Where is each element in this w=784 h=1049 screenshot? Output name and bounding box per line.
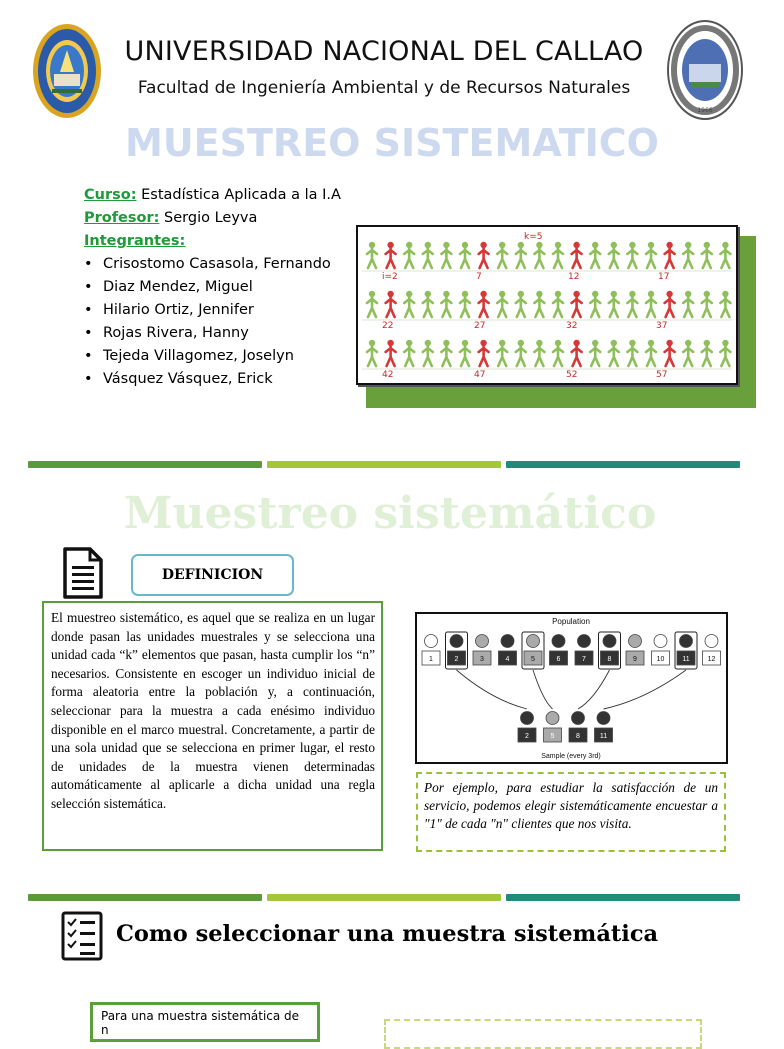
university-name: UNIVERSIDAD NACIONAL DEL CALLAO (124, 36, 644, 67)
selected-person-icon (572, 242, 582, 268)
selection-arrow (457, 670, 528, 709)
definition-label: DEFINICION (131, 554, 294, 596)
selected-person-icon (479, 340, 489, 366)
member-item: • Vásquez Vásquez, Erick (84, 371, 273, 387)
selected-person-icon (386, 291, 396, 317)
member-item: • Hilario Ortiz, Jennifer (84, 302, 254, 318)
selected-person-icon (386, 242, 396, 268)
row-label: 47 (474, 370, 486, 380)
professor-label: Profesor: (84, 210, 160, 226)
row-label: 52 (566, 370, 578, 380)
divider-teal (506, 461, 740, 468)
member-item: • Rojas Rivera, Hanny (84, 325, 249, 341)
person-icon (720, 291, 730, 317)
svg-text:4: 4 (505, 656, 510, 663)
person-icon (497, 340, 507, 366)
person-icon (367, 291, 377, 317)
person-icon (627, 291, 637, 317)
svg-text:10: 10 (656, 656, 665, 663)
svg-text:11: 11 (599, 733, 608, 740)
svg-text:1: 1 (429, 656, 433, 663)
svg-text:2: 2 (454, 656, 459, 663)
population-member-selected (599, 632, 621, 669)
person-icon (423, 340, 433, 366)
row-label: 27 (474, 321, 486, 331)
row-label: 37 (656, 321, 668, 331)
row-label: 7 (476, 272, 482, 282)
person-icon (516, 291, 526, 317)
systematic-people-figure (356, 225, 738, 385)
person-icon (646, 340, 656, 366)
person-icon (590, 291, 600, 317)
svg-text:5: 5 (550, 733, 555, 740)
person-icon (646, 291, 656, 317)
member-item: • Crisostomo Casasola, Fernando (84, 256, 331, 272)
definition-text: El muestreo sistemático, es aquel que se realiza en un lugar donde pasan las unidades muestrales y se selecciona una unidad cada “k” elementos que pasan, hasta cumplir los “n” necesarios. Consistente en escoger un individuo inicial de forma aleatoria entre la población y, a continuación, seleccionar para la muestra a cada enésimo individuo disponible en el marco muestral. Concretamente, a partir de una sola unidad que se selecciona en primer lugar, el resto de unidades de la muestra vienen determinadas automáticamente al aplicarle a dicha unidad una regla selección sistemática. (42, 601, 383, 851)
person-icon (609, 242, 619, 268)
population-member-selected (522, 632, 544, 669)
professor-line (84, 210, 257, 226)
selected-person-icon (572, 340, 582, 366)
row-label: 57 (656, 370, 668, 380)
sample-member (595, 712, 613, 743)
row-label: 32 (566, 321, 578, 331)
person-icon (367, 242, 377, 268)
population-member-selected (446, 632, 468, 669)
selected-person-icon (665, 291, 675, 317)
example-text: Por ejemplo, para estudiar la satisfacción de un servicio, podemos elegir sistemáticamente encuestar a "1" de cada "n" clientes que nos visita. (416, 772, 726, 852)
section-title: Muestreo sistemático (123, 488, 657, 539)
person-icon (534, 242, 544, 268)
person-icon (404, 291, 414, 317)
person-icon (534, 291, 544, 317)
how-to-title: Como seleccionar una muestra sistemática (116, 921, 659, 947)
svg-text:9: 9 (633, 656, 637, 663)
person-icon (441, 242, 451, 268)
row-label: 22 (382, 321, 394, 331)
population-member-selected (675, 632, 697, 669)
sample-member (518, 712, 536, 743)
population-member (652, 635, 670, 666)
divider-green (28, 461, 262, 468)
person-icon (423, 242, 433, 268)
person-icon (590, 340, 600, 366)
svg-text:1966: 1966 (697, 107, 713, 114)
sample-member (569, 712, 587, 743)
person-icon (702, 291, 712, 317)
start-label: i=2 (382, 272, 398, 282)
person-icon (627, 340, 637, 366)
divider-teal (506, 894, 740, 901)
population-diagram (415, 612, 728, 764)
person-icon (683, 340, 693, 366)
person-icon (590, 242, 600, 268)
selected-person-icon (665, 340, 675, 366)
person-icon (609, 291, 619, 317)
person-icon (720, 242, 730, 268)
checklist-icon (61, 911, 103, 966)
person-icon (553, 340, 563, 366)
person-icon (534, 340, 544, 366)
person-icon (702, 242, 712, 268)
svg-text:12: 12 (707, 656, 716, 663)
person-icon (404, 242, 414, 268)
row-label: 17 (658, 272, 670, 282)
svg-text:8: 8 (576, 733, 580, 740)
person-icon (516, 242, 526, 268)
person-icon (460, 242, 470, 268)
person-icon (720, 340, 730, 366)
person-icon (497, 291, 507, 317)
course-value: Estadística Aplicada a la I.A (136, 187, 341, 203)
person-icon (367, 340, 377, 366)
population-member (575, 635, 593, 666)
divider-green (28, 894, 262, 901)
selected-person-icon (479, 242, 489, 268)
svg-text:5: 5 (531, 656, 535, 663)
person-icon (441, 340, 451, 366)
person-icon (702, 340, 712, 366)
divider-lime (267, 894, 501, 901)
person-icon (516, 340, 526, 366)
selection-arrow (533, 670, 553, 709)
faculty-name: Facultad de Ingeniería Ambiental y de Recursos Naturales (137, 78, 631, 98)
main-title: MUESTREO SISTEMATICO (125, 121, 659, 165)
person-icon (553, 242, 563, 268)
person-icon (460, 291, 470, 317)
person-icon (683, 242, 693, 268)
divider-lime (267, 461, 501, 468)
person-icon (646, 242, 656, 268)
row-label: 12 (568, 272, 580, 282)
person-icon (553, 291, 563, 317)
selected-person-icon (572, 291, 582, 317)
population-title: Population (552, 617, 590, 626)
person-icon (460, 340, 470, 366)
population-member (626, 635, 644, 666)
document-icon (62, 546, 104, 605)
course-label: Curso: (84, 187, 137, 203)
selected-person-icon (386, 340, 396, 366)
person-icon (609, 340, 619, 366)
selected-person-icon (665, 242, 675, 268)
sample-member (544, 712, 562, 743)
population-member (422, 635, 440, 666)
members-label: Integrantes: (84, 233, 186, 249)
course-line (84, 187, 341, 203)
k-label: k=5 (524, 232, 543, 242)
person-icon (404, 340, 414, 366)
member-item: • Diaz Mendez, Miguel (84, 279, 253, 295)
unac-seal-icon (667, 20, 743, 120)
population-member (550, 635, 568, 666)
step-box-dashed (384, 1019, 702, 1049)
member-item: • Tejeda Villagomez, Joselyn (84, 348, 294, 364)
person-icon (423, 291, 433, 317)
svg-text:2: 2 (525, 733, 529, 740)
selection-arrow (604, 670, 687, 709)
row-label: 42 (382, 370, 394, 380)
svg-text:6: 6 (556, 656, 561, 663)
selected-person-icon (479, 291, 489, 317)
person-icon (497, 242, 507, 268)
university-seal-icon (32, 22, 102, 120)
svg-text:7: 7 (582, 656, 586, 663)
professor-value: Sergio Leyva (159, 210, 258, 226)
selection-arrow (578, 670, 610, 709)
svg-text:3: 3 (480, 656, 484, 663)
person-icon (441, 291, 451, 317)
population-member (473, 635, 491, 666)
members-heading (84, 233, 185, 249)
person-icon (627, 242, 637, 268)
step-box: Para una muestra sistemática de n (90, 1002, 320, 1042)
person-icon (683, 291, 693, 317)
svg-text:8: 8 (607, 656, 612, 663)
population-member (499, 635, 517, 666)
sample-label: Sample (every 3rd) (541, 753, 601, 760)
population-member (703, 635, 721, 666)
svg-text:11: 11 (682, 656, 690, 663)
